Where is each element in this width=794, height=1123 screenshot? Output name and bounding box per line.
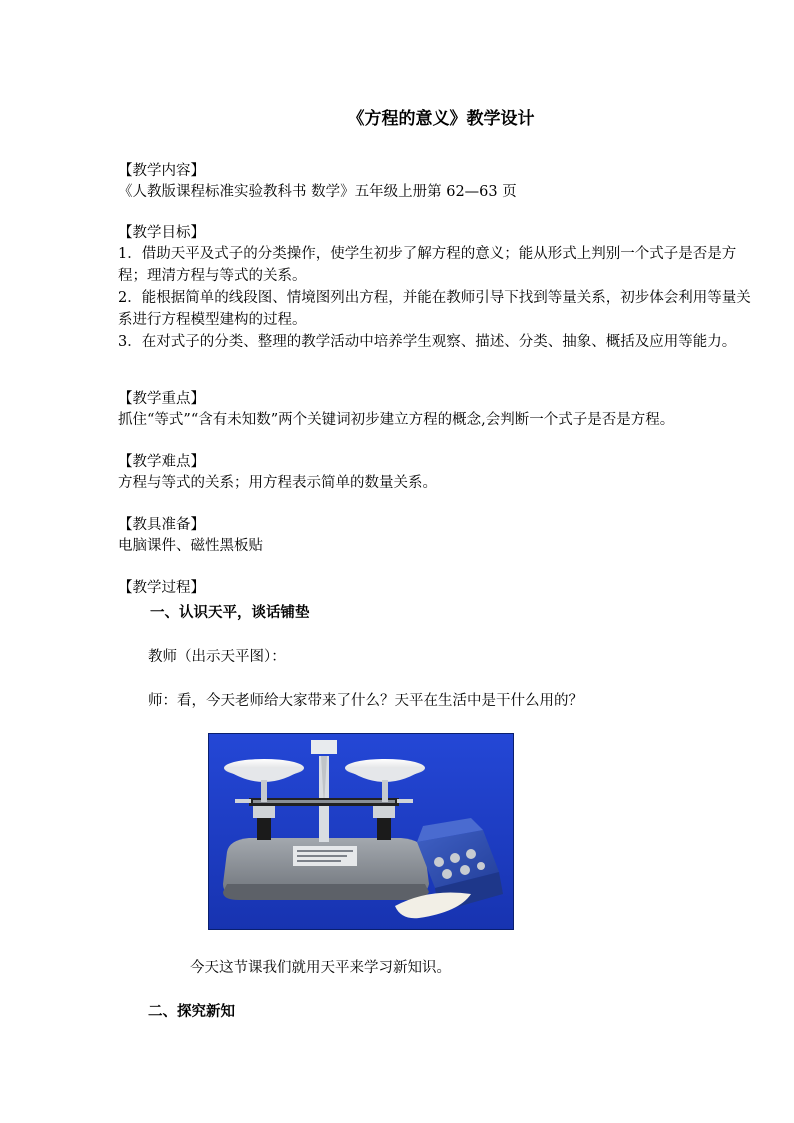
process-heading: 【教学过程】	[118, 580, 205, 596]
balance-scale-illustration	[209, 734, 514, 930]
goals-heading: 【教学目标】	[118, 225, 205, 241]
key-points-text: 抓住“等式”“含有未知数”两个关键词初步建立方程的概念,会判断一个式子是否是方程。	[118, 412, 675, 428]
key-points-heading: 【教学重点】	[118, 391, 205, 407]
content-heading: 【教学内容】	[118, 163, 205, 179]
difficulties-heading: 【教学难点】	[118, 454, 205, 470]
balance-scale-image	[208, 733, 514, 930]
goal-item-2: 2．能根据简单的线段图、情境图列出方程，并能在教师引导下找到等量关系，初步体会利用等量关系进行方程模型建构的过程。	[118, 290, 751, 328]
teacher-action: 教师（出示天平图）：	[148, 649, 286, 665]
document-title: 《方程的意义》教学设计	[347, 109, 535, 129]
difficulties-text: 方程与等式的关系；用方程表示简单的数量关系。	[118, 475, 437, 491]
materials-heading: 【教具准备】	[118, 517, 205, 533]
goal-item-1: 1．借助天平及式子的分类操作，使学生初步了解方程的意义；能从形式上判别一个式子是否是方程；理清方程与等式的关系。	[118, 246, 737, 284]
goal-item-3: 3．在对式子的分类、整理的教学活动中培养学生观察、描述、分类、抽象、概括及应用等能力。	[118, 334, 737, 350]
step2-title: 二、探究新知	[148, 1003, 235, 1020]
content-text: 《人教版课程标准实验教科书 数学》五年级上册第 62—63 页	[118, 184, 517, 200]
step1-title: 一、认识天平，谈话铺垫	[150, 604, 310, 621]
after-image-text: 今天这节课我们就用天平来学习新知识。	[190, 960, 451, 976]
materials-text: 电脑课件、磁性黑板贴	[118, 538, 263, 554]
teacher-speech: 师：看，今天老师给大家带来了什么？天平在生活中是干什么用的？	[148, 693, 583, 709]
